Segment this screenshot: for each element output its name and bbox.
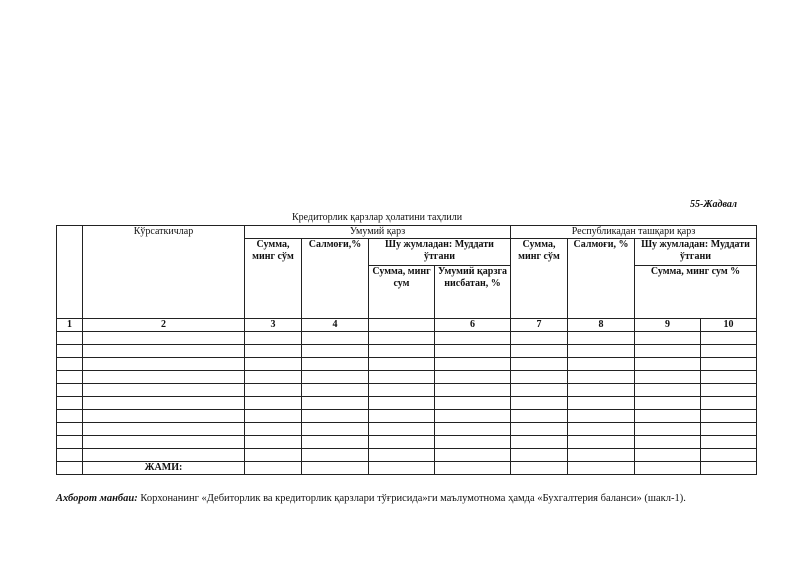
table-cell	[302, 371, 369, 384]
table-cell	[57, 410, 83, 423]
table-cell	[435, 345, 511, 358]
column-number: 6	[435, 319, 511, 332]
table-cell	[511, 332, 568, 345]
table-cell	[435, 449, 511, 462]
table-cell	[369, 449, 435, 462]
table-cell	[57, 436, 83, 449]
header-foreign-sum: Сумма, минг сўм	[511, 239, 568, 319]
table-cell	[635, 358, 701, 371]
table-row	[57, 410, 757, 423]
table-cell	[435, 332, 511, 345]
column-number: 9	[635, 319, 701, 332]
table-row	[57, 397, 757, 410]
creditor-debt-table	[56, 225, 757, 475]
total-cell	[369, 462, 435, 475]
table-cell	[701, 345, 757, 358]
table-cell	[245, 397, 302, 410]
table-cell	[83, 397, 245, 410]
table-cell	[83, 410, 245, 423]
table-cell	[245, 423, 302, 436]
header-index-cell	[57, 226, 83, 319]
total-cell	[57, 462, 83, 475]
table-cell	[635, 332, 701, 345]
total-cell	[302, 462, 369, 475]
table-row	[57, 384, 757, 397]
table-cell	[635, 423, 701, 436]
table-cell	[83, 449, 245, 462]
total-cell	[701, 462, 757, 475]
table-cell	[568, 358, 635, 371]
table-cell	[701, 423, 757, 436]
table-cell	[435, 358, 511, 371]
table-cell	[302, 397, 369, 410]
table-cell	[245, 345, 302, 358]
table-cell	[701, 332, 757, 345]
table-cell	[57, 371, 83, 384]
table-cell	[302, 410, 369, 423]
table-cell	[635, 384, 701, 397]
table-cell	[635, 449, 701, 462]
table-cell	[435, 423, 511, 436]
table-cell	[83, 345, 245, 358]
table-cell	[57, 423, 83, 436]
table-cell	[369, 423, 435, 436]
table-cell	[511, 371, 568, 384]
header-total-debt: Умумий қарз	[245, 226, 511, 239]
table-cell	[568, 332, 635, 345]
header-overdue-sum: Сумма, минг сум	[369, 266, 435, 319]
header-foreign-debt: Республикадан ташқари қарз	[511, 226, 757, 239]
total-cell	[435, 462, 511, 475]
table-cell	[701, 358, 757, 371]
table-cell	[701, 384, 757, 397]
table-cell	[568, 371, 635, 384]
table-cell	[369, 345, 435, 358]
table-cell	[245, 358, 302, 371]
header-share-pct: Салмоғи,%	[302, 239, 369, 319]
header-overdue: Шу жумладан: Муддати ўтгани	[369, 239, 511, 266]
column-number: 1	[57, 319, 83, 332]
table-cell	[568, 423, 635, 436]
table-cell	[635, 397, 701, 410]
table-cell	[511, 423, 568, 436]
table-cell	[302, 449, 369, 462]
table-cell	[57, 449, 83, 462]
table-cell	[369, 397, 435, 410]
header-foreign-share: Салмоғи, %	[568, 239, 635, 319]
table-cell	[568, 410, 635, 423]
table-cell	[83, 371, 245, 384]
table-cell	[369, 371, 435, 384]
table-row	[57, 358, 757, 371]
table-cell	[57, 332, 83, 345]
table-cell	[245, 436, 302, 449]
column-number: 10	[701, 319, 757, 332]
column-number: 8	[568, 319, 635, 332]
header-overdue-ratio: Умумий қарзга нисбатан, %	[435, 266, 511, 319]
table-number-label: 55-Жадвал	[690, 199, 738, 210]
table-cell	[701, 449, 757, 462]
table-cell	[701, 371, 757, 384]
header-sum-thousand: Сумма, минг сўм	[245, 239, 302, 319]
column-number	[369, 319, 435, 332]
table-cell	[511, 397, 568, 410]
table-cell	[245, 332, 302, 345]
table-cell	[635, 345, 701, 358]
total-cell	[635, 462, 701, 475]
table-cell	[511, 449, 568, 462]
table-row	[57, 436, 757, 449]
table-cell	[83, 423, 245, 436]
table-cell	[435, 384, 511, 397]
table-cell	[302, 423, 369, 436]
column-number: 2	[83, 319, 245, 332]
table-cell	[369, 410, 435, 423]
table-cell	[83, 436, 245, 449]
column-number-row	[57, 319, 757, 332]
table-cell	[57, 358, 83, 371]
source-label: Ахборот манбаи:	[56, 493, 138, 504]
table-cell	[245, 449, 302, 462]
table-cell	[568, 436, 635, 449]
total-row	[57, 462, 757, 475]
column-number: 3	[245, 319, 302, 332]
table-cell	[83, 358, 245, 371]
table-cell	[369, 332, 435, 345]
table-cell	[57, 397, 83, 410]
table-cell	[701, 436, 757, 449]
column-number: 4	[302, 319, 369, 332]
table-cell	[302, 345, 369, 358]
table-cell	[245, 371, 302, 384]
table-row	[57, 345, 757, 358]
table-cell	[568, 384, 635, 397]
table-cell	[302, 358, 369, 371]
table-cell	[568, 345, 635, 358]
column-number: 7	[511, 319, 568, 332]
table-row	[57, 332, 757, 345]
table-cell	[302, 436, 369, 449]
table-row	[57, 423, 757, 436]
table-cell	[635, 371, 701, 384]
header-foreign-overdue: Шу жумладан: Муддати ўтгани	[635, 239, 757, 266]
table-cell	[635, 410, 701, 423]
table-row	[57, 371, 757, 384]
table-cell	[369, 358, 435, 371]
total-cell	[245, 462, 302, 475]
table-cell	[83, 384, 245, 397]
table-cell	[83, 332, 245, 345]
table-cell	[701, 397, 757, 410]
table-cell	[435, 410, 511, 423]
header-debtors: Кўрсаткичлар	[83, 226, 245, 319]
table-row	[57, 449, 757, 462]
table-cell	[511, 384, 568, 397]
total-cell	[511, 462, 568, 475]
table-cell	[435, 371, 511, 384]
table-cell	[302, 332, 369, 345]
table-cell	[435, 397, 511, 410]
table-cell	[511, 358, 568, 371]
table-cell	[568, 449, 635, 462]
source-text: Корхонанинг «Дебиторлик ва кредиторлик қарзлари тўғрисида»ги маълумотнома ҳамда «Бухгалтерия баланси» (шакл-1).	[140, 493, 686, 504]
table-cell	[57, 384, 83, 397]
table-cell	[511, 345, 568, 358]
table-cell	[57, 345, 83, 358]
table-cell	[245, 384, 302, 397]
table-cell	[635, 436, 701, 449]
table-cell	[701, 410, 757, 423]
table-cell	[369, 436, 435, 449]
table-cell	[369, 384, 435, 397]
table-cell	[245, 410, 302, 423]
table-cell	[511, 410, 568, 423]
table-cell	[511, 436, 568, 449]
table-cell	[568, 397, 635, 410]
table-cell	[435, 436, 511, 449]
table-cell	[302, 384, 369, 397]
table-title: Кредиторлик қарзлар ҳолатини таҳлили	[292, 212, 463, 223]
total-cell	[568, 462, 635, 475]
header-foreign-overdue-sum: Сумма, минг сум %	[635, 266, 757, 319]
source-note	[56, 492, 776, 505]
total-label: ЖАМИ:	[83, 462, 245, 475]
